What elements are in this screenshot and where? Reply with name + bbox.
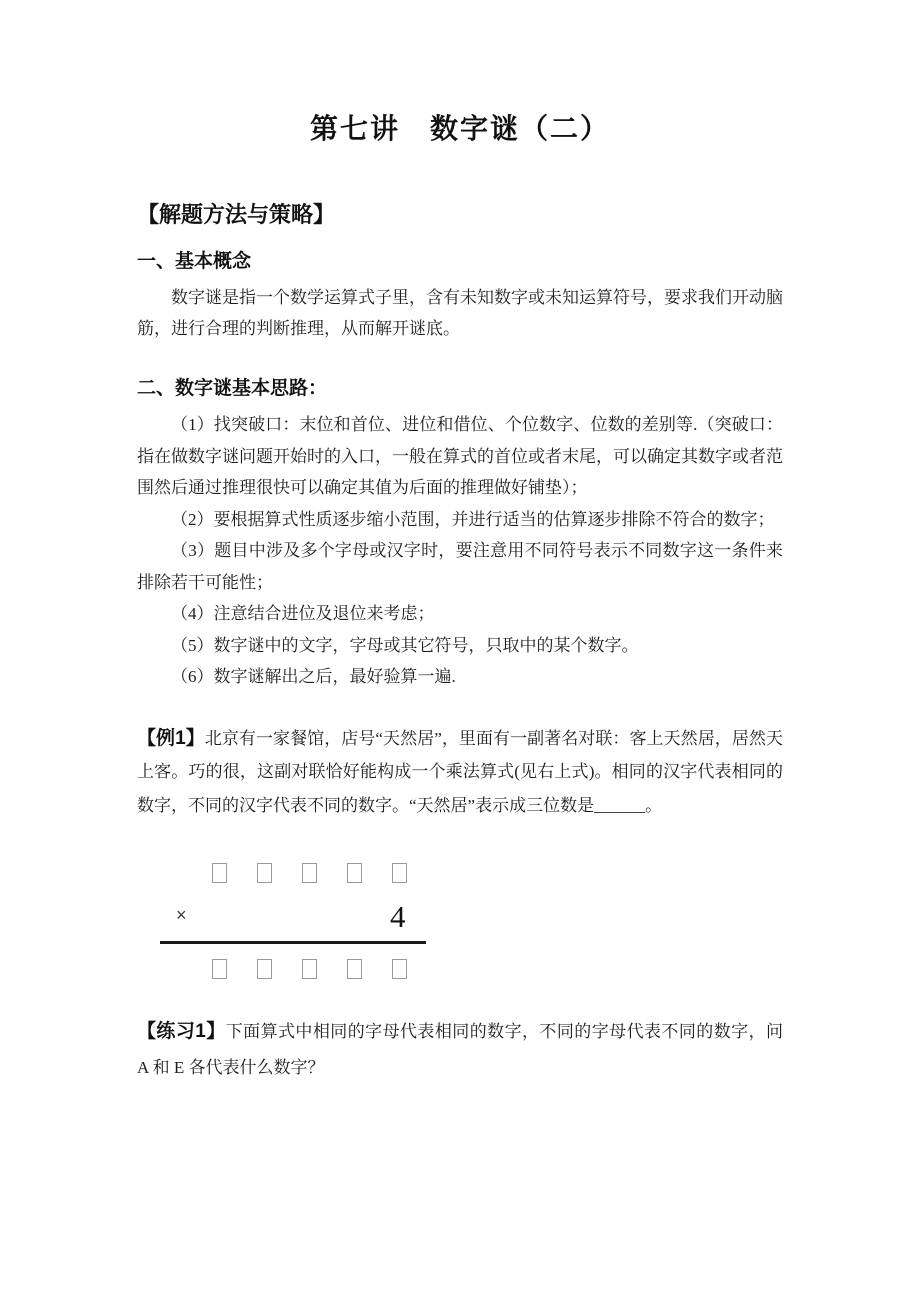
multiplicand-boxes-row [212,863,407,883]
idea-point-2: （2）要根据算式性质逐步缩小范围，并进行适当的估算逐步排除不符合的数字； [171,509,775,529]
digit-box [257,863,272,883]
section-1-paragraph: 数字谜是指一个数学运算式子里，含有未知数字或未知运算符号，要求我们开动脑筋，进行合理的判断推理，从而解开谜底。 [137,288,783,338]
idea-point-6: （6）数字谜解出之后，最好验算一遍. [171,667,456,686]
digit-box [212,863,227,883]
idea-point-1: （1）找突破口：末位和首位、进位和借位、个位数字、位数的差别等.（突破口：指在做数字谜问题开始时的入口，一般在算式的首位或者末尾，可以确定其数字或者范围然后通过推理很快可以确定其值为后面的推理做好铺垫）； [137,415,783,497]
page-title: 第七讲 数字谜（二） [309,113,610,144]
practice-1-label: 【练习1】 [137,1021,226,1042]
section-1-heading: 一、基本概念 [137,251,252,272]
product-boxes-row [212,959,407,979]
digit-box [392,959,407,979]
equals-rule-line [160,941,426,944]
example-1-paragraph [137,722,783,823]
digit-box [392,863,407,883]
digit-box [347,863,362,883]
digit-box [212,959,227,979]
digit-box [302,863,317,883]
methods-strategy-heading: 【解题方法与策略】 [137,202,336,227]
idea-point-5: （5）数字谜中的文字，字母或其它符号，只取中的某个数字。 [171,635,639,655]
example-1-text: 北京有一家餐馆，店号“天然居”，里面有一副著名对联：客上天然居，居然天上客。巧的很，这副对联恰好能构成一个乘法算式(见右上式)。相同的汉字代表相同的数字，不同的汉字代表不同的数字。“天然居”表示成三位数是______。 [137,728,783,815]
multiplication-puzzle-figure [160,863,450,981]
section-2-heading: 二、数字谜基本思路： [137,378,328,399]
idea-point-4: （4）注意结合进位及退位来考虑； [171,604,435,623]
idea-points-list [137,409,783,693]
multiplier-digit: 4 [390,899,406,934]
practice-1-text: 下面算式中相同的字母代表相同的数字，不同的字母代表不同的数字，问 A 和 E 各代表什么数字？ [137,1022,783,1077]
times-sign: × [176,905,187,925]
digit-box [302,959,317,979]
digit-box [257,959,272,979]
digit-box [347,959,362,979]
idea-point-3: （3）题目中涉及多个字母或汉字时，要注意用不同符号表示不同数字这一条件来排除若干可能性； [137,541,783,592]
example-1-label: 【例1】 [137,727,205,749]
practice-1-paragraph [137,1014,783,1086]
